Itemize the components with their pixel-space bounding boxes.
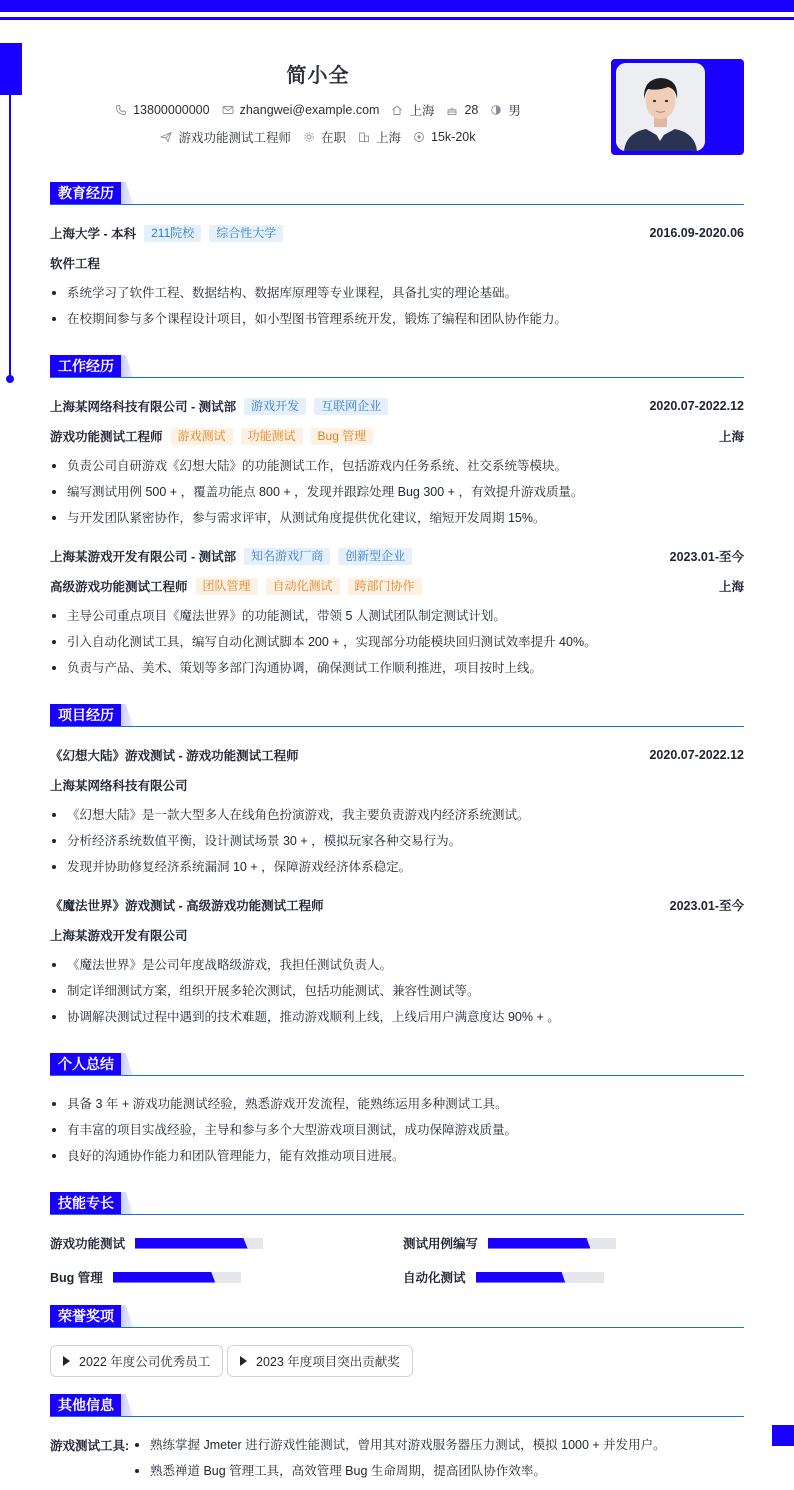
- list-item: 引入自动化测试工具，编写自动化测试脚本 200 + ，实现部分功能模块回归测试效率提升 40%。: [50, 632, 744, 658]
- project-header-row: [50, 745, 744, 765]
- list-item: 熟悉禅道 Bug 管理工具，高效管理 Bug 生命周期，提高团队协作效率。: [133, 1461, 546, 1481]
- section-title-tail: [121, 1394, 133, 1416]
- phone-icon: [115, 104, 127, 116]
- list-item: 具备 3 年 + 游戏功能测试经验，熟悉游戏开发流程，能熟练运用多种测试工具。: [50, 1094, 744, 1120]
- list-item: 编写测试用例 500 + ，覆盖功能点 800 + ，发现并跟踪处理 Bug 300 + ，有效提升游戏质量。: [50, 482, 744, 508]
- role-tag: 跨部门协作: [348, 578, 422, 595]
- awards-section-header: [50, 1306, 744, 1328]
- skill-bar: [113, 1272, 241, 1283]
- play-arrow-icon: [63, 1356, 70, 1366]
- award-text: 2023 年度项目突出贡献奖: [256, 1355, 400, 1369]
- summary-bullets: [50, 1094, 744, 1172]
- skill-bar: [476, 1272, 604, 1283]
- gender-item: [490, 101, 521, 119]
- salary-item: [413, 130, 475, 144]
- company-name: 上海某游戏开发有限公司 - 测试部: [50, 550, 237, 564]
- projects-section-header: [50, 705, 744, 727]
- other-section-title: 其他信息: [50, 1394, 122, 1416]
- section-title-tail: [121, 355, 133, 377]
- project-title: 《魔法世界》游戏测试 - 高级游戏功能测试工程师: [50, 899, 324, 913]
- job-title-item: [160, 128, 291, 146]
- right-accent-block: [772, 1425, 794, 1446]
- contact-row: [0, 101, 636, 119]
- major-name: 软件工程: [50, 257, 101, 271]
- work-company-row: [50, 546, 744, 566]
- project-company-row: [50, 775, 744, 795]
- project-company: 上海某网络科技有限公司: [50, 779, 188, 793]
- work-city: 上海: [718, 580, 744, 594]
- education-bullets: [50, 283, 744, 335]
- other-info-row: [50, 1461, 744, 1481]
- city-text: 上海: [376, 131, 402, 145]
- work-bullets: [50, 606, 744, 684]
- school-name: 上海大学 - 本科: [50, 227, 137, 241]
- company-tag: 游戏开发: [244, 398, 306, 415]
- cake-icon: [446, 104, 458, 116]
- left-timeline-line: [9, 43, 11, 379]
- home-icon: [391, 104, 403, 116]
- awards-section-title: 荣誉奖项: [50, 1305, 122, 1327]
- award-card: [227, 1345, 413, 1377]
- award-card: [50, 1345, 223, 1377]
- phone-text: 13800000000: [133, 103, 210, 117]
- project-bullets: [50, 805, 744, 883]
- role-name: 游戏功能测试工程师: [50, 430, 163, 444]
- list-item: 负责公司自研游戏《幻想大陆》的功能测试工作，包括游戏内任务系统、社交系统等模块。: [50, 456, 744, 482]
- project-period: 2020.07-2022.12: [649, 748, 744, 762]
- education-section-title: 教育经历: [50, 182, 122, 204]
- skill-bar-fill: [476, 1272, 566, 1283]
- education-section-header: [50, 183, 744, 205]
- skill-item: [403, 1268, 604, 1286]
- role-tag: Bug 管理: [311, 428, 374, 445]
- projects-section-title: 项目经历: [50, 704, 122, 726]
- role-tag: 游戏测试: [171, 428, 233, 445]
- work-bullets: [50, 456, 744, 534]
- list-item: 协调解决测试过程中遇到的技术难题，推动游戏顺利上线，上线后用户满意度达 90% + 。: [50, 1007, 744, 1033]
- list-item: 分析经济系统数值平衡，设计测试场景 30 + ，模拟玩家各种交易行为。: [50, 831, 744, 857]
- project-period: 2023.01-至今: [669, 899, 744, 913]
- job-title-text: 游戏功能测试工程师: [178, 131, 291, 145]
- list-item: 《魔法世界》是公司年度战略级游戏，我担任测试负责人。: [50, 955, 744, 981]
- section-title-tail: [121, 1305, 133, 1327]
- gear-icon: [303, 131, 315, 143]
- email-icon: [222, 104, 234, 116]
- candidate-name: 简小全: [286, 65, 350, 87]
- list-item: 良好的沟通协作能力和团队管理能力，能有效推动项目进展。: [50, 1146, 744, 1172]
- skill-name: 自动化测试: [403, 1271, 466, 1285]
- company-tag: 互联网企业: [314, 398, 388, 415]
- gender-text: 男: [508, 104, 521, 118]
- skill-bar-fill: [113, 1272, 215, 1283]
- email-item: [222, 103, 380, 117]
- job-intent-row: [0, 128, 636, 146]
- other-section-header: [50, 1395, 744, 1417]
- skill-item: [50, 1268, 241, 1286]
- section-title-tail: [121, 182, 133, 204]
- company-name: 上海某网络科技有限公司 - 测试部: [50, 400, 237, 414]
- award-text: 2022 年度公司优秀员工: [79, 1355, 211, 1369]
- work-role-row: [50, 576, 744, 596]
- role-tag: 功能测试: [241, 428, 303, 445]
- skill-bar-fill: [488, 1238, 590, 1249]
- age-text: 28: [464, 103, 479, 117]
- education-header-row: [50, 223, 744, 243]
- skill-bar-fill: [135, 1238, 248, 1249]
- top-accent-bar: [0, 0, 794, 12]
- send-icon: [160, 131, 172, 143]
- work-period: 2020.07-2022.12: [649, 399, 744, 413]
- age-item: [446, 103, 478, 117]
- work-company-row: [50, 396, 744, 416]
- section-title-tail: [121, 1053, 133, 1075]
- skill-bar: [135, 1238, 263, 1249]
- status-text: 在职: [321, 131, 347, 145]
- summary-section-header: [50, 1054, 744, 1076]
- list-item: 制定详细测试方案，组织开展多轮次测试，包括功能测试、兼容性测试等。: [50, 981, 744, 1007]
- coin-icon: [413, 131, 425, 143]
- work-role-row: [50, 426, 744, 446]
- education-period: 2016.09-2020.06: [649, 226, 744, 240]
- list-item: 在校期间参与多个课程设计项目，如小型图书管理系统开发，锻炼了编程和团队协作能力。: [50, 309, 744, 335]
- photo-frame: [611, 59, 744, 155]
- list-item: 与开发团队紧密协作，参与需求评审，从测试角度提供优化建议，缩短开发周期 15%。: [50, 508, 744, 534]
- list-item: 系统学习了软件工程、数据结构、数据库原理等专业课程，具备扎实的理论基础。: [50, 283, 744, 309]
- list-item: 负责与产品、美术、策划等多部门沟通协调，确保测试工作顺利推进，项目按时上线。: [50, 658, 744, 684]
- phone-item: [115, 103, 209, 117]
- other-info-label: 游戏测试工具:: [50, 1439, 130, 1453]
- company-tag: 创新型企业: [338, 548, 412, 565]
- project-company-row: [50, 925, 744, 945]
- skill-item: [403, 1234, 616, 1252]
- skill-bar: [488, 1238, 616, 1249]
- role-name: 高级游戏功能测试工程师: [50, 580, 188, 594]
- project-company: 上海某游戏开发有限公司: [50, 929, 188, 943]
- company-tag: 知名游戏厂商: [244, 548, 330, 565]
- role-tag: 自动化测试: [266, 578, 340, 595]
- project-header-row: [50, 895, 744, 915]
- work-section-title: 工作经历: [50, 355, 122, 377]
- building-icon: [358, 131, 370, 143]
- skill-item: [50, 1234, 263, 1252]
- project-bullets: [50, 955, 744, 1033]
- other-info-row: [50, 1435, 744, 1455]
- project-title: 《幻想大陆》游戏测试 - 游戏功能测试工程师: [50, 749, 299, 763]
- list-item: 有丰富的项目实战经验，主导和参与多个大型游戏项目测试，成功保障游戏质量。: [50, 1120, 744, 1146]
- work-section-header: [50, 356, 744, 378]
- skills-section-title: 技能专长: [50, 1192, 122, 1214]
- left-timeline-dot: [6, 375, 14, 383]
- avatar: [616, 63, 705, 151]
- list-item: 《幻想大陆》是一款大型多人在线角色扮演游戏，我主要负责游戏内经济系统测试。: [50, 805, 744, 831]
- skills-section-header: [50, 1193, 744, 1215]
- location-text: 上海: [409, 104, 435, 118]
- school-tag: 综合性大学: [209, 225, 283, 242]
- role-tag: 团队管理: [196, 578, 258, 595]
- section-title-tail: [121, 704, 133, 726]
- major-row: [50, 253, 744, 273]
- email-text: zhangwei@example.com: [239, 103, 380, 117]
- school-tag: 211院校: [144, 225, 201, 242]
- skill-name: 游戏功能测试: [50, 1237, 126, 1251]
- list-item: 发现并协助修复经济系统漏洞 10 + ，保障游戏经济体系稳定。: [50, 857, 744, 883]
- list-item: 主导公司重点项目《魔法世界》的功能测试，带领 5 人测试团队制定测试计划。: [50, 606, 744, 632]
- work-period: 2023.01-至今: [669, 550, 744, 564]
- section-title-tail: [121, 1192, 133, 1214]
- work-city: 上海: [718, 430, 744, 444]
- top-accent-line: [0, 17, 794, 20]
- salary-text: 15k-20k: [431, 130, 476, 144]
- skill-name: 测试用例编写: [403, 1237, 479, 1251]
- list-item: 熟练掌握 Jmeter 进行游戏性能测试，曾用其对游戏服务器压力测试，模拟 1000 + 并发用户。: [133, 1435, 666, 1455]
- summary-section-title: 个人总结: [50, 1053, 122, 1075]
- status-item: [303, 128, 346, 146]
- gender-icon: [490, 104, 502, 116]
- skill-name: Bug 管理: [50, 1271, 103, 1285]
- play-arrow-icon: [240, 1356, 247, 1366]
- city-item: [358, 128, 401, 146]
- location-item: [391, 101, 434, 119]
